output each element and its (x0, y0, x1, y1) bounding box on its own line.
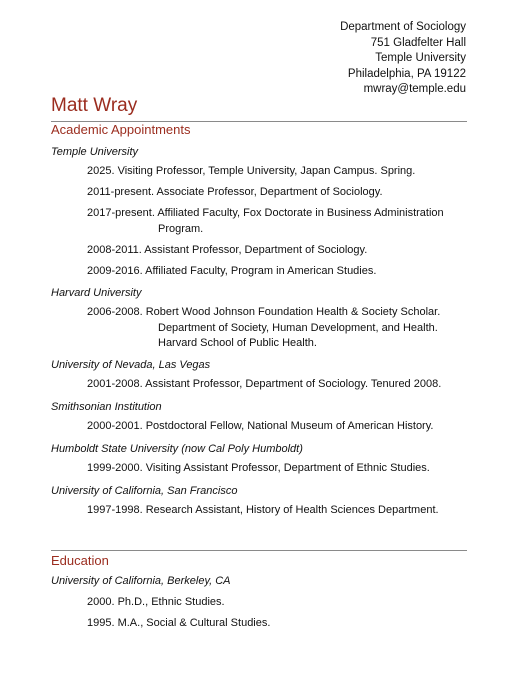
appointment-entry (87, 377, 441, 393)
entry-text: 2001-2008. Assistant Professor, Department of Sociology. Tenured 2008. (87, 378, 442, 390)
institution-heading: University of California, San Francisco (51, 485, 238, 497)
appointment-entry (87, 461, 430, 477)
section-title-appointments: Academic Appointments (51, 122, 191, 137)
address-email: mwray@temple.edu (363, 83, 466, 95)
institution-heading: Harvard University (51, 287, 142, 299)
entry-text: 1995. M.A., Social & Cultural Studies. (87, 617, 271, 629)
appointment-entry (87, 419, 433, 435)
appointment-entry (87, 243, 367, 259)
entry-text: 2006-2008. Robert Wood Johnson Foundation Health & Society Scholar. (87, 306, 441, 318)
address-department: Department of Sociology (340, 21, 466, 33)
entry-text: 2000. Ph.D., Ethnic Studies. (87, 596, 225, 608)
institution-heading: University of Nevada, Las Vegas (51, 359, 211, 371)
entry-continuation: Program. (158, 222, 204, 235)
institution-heading: Smithsonian Institution (51, 401, 162, 413)
entry-continuation: Harvard School of Public Health. (158, 337, 317, 349)
entry-text: 2017-present. Affiliated Faculty, Fox Doctorate in Business Administration (87, 207, 444, 219)
appointment-entry (87, 503, 439, 519)
education-entry (87, 595, 225, 611)
entry-text: 2011-present. Associate Professor, Department of Sociology. (87, 186, 383, 198)
entry-text: 2025. Visiting Professor, Temple University, Japan Campus. Spring. (87, 165, 416, 177)
appointment-entry (87, 305, 440, 352)
institution-heading: Humboldt State University (now Cal Poly Humboldt) (51, 443, 303, 455)
entry-text: 2000-2001. Postdoctoral Fellow, National Museum of American History. (87, 420, 434, 432)
contact-address (340, 20, 466, 98)
appointment-entry (87, 164, 415, 180)
section-title-education: Education (51, 553, 109, 568)
author-name: Matt Wray (51, 95, 138, 116)
education-entry (87, 616, 270, 632)
entry-text: 1997-1998. Research Assistant, History of Health Sciences Department. (87, 504, 439, 516)
address-city: Philadelphia, PA 19122 (347, 67, 466, 80)
appointment-entry (87, 206, 444, 237)
entry-text: 2008-2011. Assistant Professor, Department of Sociology. (87, 244, 368, 256)
entry-text: 1999-2000. Visiting Assistant Professor, Department of Ethnic Studies. (87, 462, 430, 474)
appointment-entry (87, 264, 376, 280)
entry-text: 2009-2016. Affiliated Faculty, Program in American Studies. (87, 265, 377, 277)
institution-heading: University of California, Berkeley, CA (51, 575, 231, 587)
address-building: 751 Gladfelter Hall (370, 36, 466, 49)
appointment-entry (87, 185, 383, 201)
divider (51, 550, 467, 551)
address-university: Temple University (375, 52, 466, 64)
institution-heading: Temple University (51, 146, 139, 158)
entry-continuation: Department of Society, Human Development, and Health. (158, 321, 438, 334)
